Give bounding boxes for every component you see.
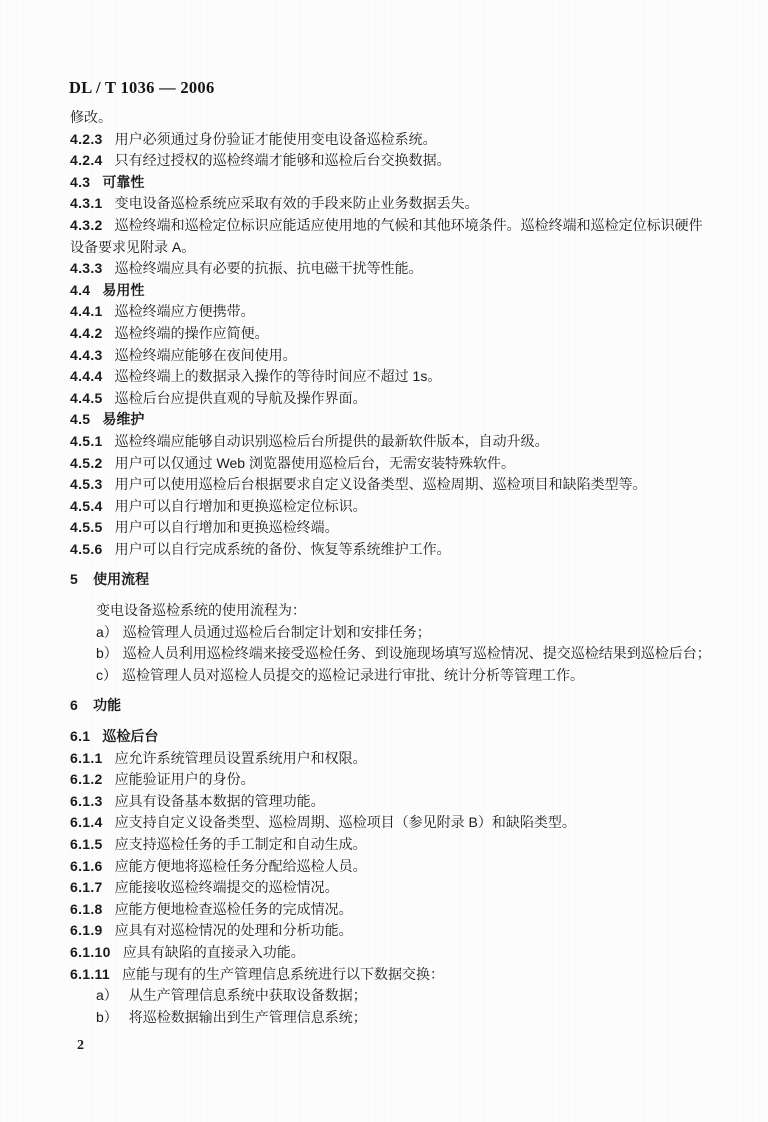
doc-line <box>70 172 714 194</box>
document-body <box>70 107 714 1028</box>
line-number: 6 <box>70 697 79 714</box>
line-number: 4.4.4 <box>70 368 103 385</box>
line-number: b） <box>96 1008 118 1025</box>
line-number: 4.4.3 <box>70 346 103 363</box>
line-number: 6.1.1 <box>70 749 103 766</box>
line-text: 巡检终端应能够在夜间使用。 <box>114 346 297 363</box>
doc-line <box>70 517 714 539</box>
line-text: 应具有设备基本数据的管理功能。 <box>114 792 325 809</box>
line-number: b） <box>96 645 118 662</box>
line-text: 用户可以仅通过 Web 浏览器使用巡检后台，无需安装特殊软件。 <box>114 454 515 471</box>
line-number: 4.5.1 <box>70 432 103 449</box>
doc-line <box>70 474 714 496</box>
doc-line <box>70 258 714 280</box>
doc-line <box>70 496 714 518</box>
line-number: 4.5.3 <box>70 476 103 493</box>
line-number: 4.3.3 <box>70 260 103 277</box>
line-number: 6.1.9 <box>70 922 103 939</box>
doc-line <box>70 280 714 302</box>
line-number: 6.1.5 <box>70 836 103 852</box>
doc-line <box>70 323 714 345</box>
doc-line <box>70 150 714 172</box>
line-number: 6.1.4 <box>70 814 103 831</box>
line-text: 应支持巡检任务的手工制定和自动生成。 <box>114 836 367 852</box>
doc-line <box>70 569 714 591</box>
line-number: 4.5.6 <box>70 540 103 557</box>
line-text: 巡检终端应具有必要的抗振、抗电磁干扰等性能。 <box>114 260 423 277</box>
line-text: 功能 <box>93 697 122 714</box>
line-text: 用户可以自行增加和更换巡检定位标识。 <box>114 497 367 514</box>
line-text: 巡检终端上的数据录入操作的等待时间应不超过 1s。 <box>114 368 442 385</box>
line-number: 4.3.1 <box>70 195 103 212</box>
line-text: 巡检终端的操作应简便。 <box>114 324 269 341</box>
line-text: 用户可以使用巡检后台根据要求自定义设备类型、巡检周期、巡检项目和缺陷类型等。 <box>114 476 647 493</box>
line-number: 4.4 <box>70 281 91 298</box>
doc-line <box>70 107 714 129</box>
doc-line <box>70 388 714 410</box>
standard-number: DL / T 1036 — 2006 <box>69 78 215 97</box>
doc-line <box>70 726 714 748</box>
line-text: 应能方便地检查巡检任务的完成情况。 <box>114 900 353 917</box>
line-text: 易维护 <box>102 411 145 428</box>
line-number: 5 <box>70 571 79 588</box>
line-text: 应具有对巡检情况的处理和分析功能。 <box>114 922 353 939</box>
line-text: 应能验证用户的身份。 <box>114 771 255 788</box>
line-number: c） <box>96 666 117 683</box>
line-number: 4.2.3 <box>70 130 103 147</box>
doc-line <box>70 622 714 644</box>
line-number: 4.3.2 <box>70 216 103 233</box>
line-number: 4.5.4 <box>70 497 103 514</box>
line-number: 4.4.1 <box>70 303 103 320</box>
line-number: 6.1.10 <box>70 943 111 960</box>
doc-line <box>70 834 714 856</box>
doc-line <box>70 431 714 453</box>
doc-line <box>70 812 714 834</box>
line-text: 巡检后台 <box>102 728 159 745</box>
line-text: 用户可以自行完成系统的备份、恢复等系统维护工作。 <box>114 540 451 557</box>
line-number: 4.5 <box>70 411 91 428</box>
line-text: 应能接收巡检终端提交的巡检情况。 <box>114 879 339 896</box>
line-text: 使用流程 <box>93 571 150 588</box>
line-text: 用户必须通过身份验证才能使用变电设备巡检系统。 <box>114 130 437 147</box>
doc-line <box>70 856 714 878</box>
line-text: 只有经过授权的巡检终端才能够和巡检后台交换数据。 <box>114 152 451 169</box>
doc-line <box>70 409 714 431</box>
line-text: 变电设备巡检系统应采取有效的手段来防止业务数据丢失。 <box>114 195 479 212</box>
line-text: 变电设备巡检系统的使用流程为： <box>96 602 306 619</box>
line-text: 应能方便地将巡检任务分配给巡检人员。 <box>114 857 367 874</box>
line-text: 巡检终端和巡检定位标识应能适应使用地的气候和其他环境条件。巡检终端和巡检定位标识硬件设备要求见附录 A。 <box>70 216 703 255</box>
line-number: 6.1.6 <box>70 857 103 874</box>
doc-line <box>70 539 714 561</box>
doc-line <box>70 643 714 665</box>
line-text: 应支持自定义设备类型、巡检周期、巡检项目（参见附录 B）和缺陷类型。 <box>114 814 576 831</box>
line-text: 修改。 <box>70 109 112 125</box>
doc-line <box>70 695 714 717</box>
doc-line <box>70 301 714 323</box>
line-number: a） <box>96 623 118 640</box>
doc-line <box>70 877 714 899</box>
doc-line <box>70 899 714 921</box>
line-number: 6.1 <box>70 728 91 745</box>
line-text: 从生产管理信息系统中获取设备数据； <box>128 987 367 1004</box>
line-text: 巡检终端应方便携带。 <box>114 303 255 320</box>
doc-line <box>70 920 714 942</box>
doc-line <box>70 665 714 687</box>
doc-line <box>70 600 714 622</box>
line-number: 6.1.11 <box>70 965 110 982</box>
line-text: 可靠性 <box>102 173 145 190</box>
line-text: 将巡检数据输出到生产管理信息系统； <box>128 1008 367 1025</box>
line-number: 4.3 <box>70 173 91 190</box>
line-text: 巡检管理人员对巡检人员提交的巡检记录进行审批、统计分析等管理工作。 <box>122 666 584 683</box>
line-text: 应具有缺陷的直接录入功能。 <box>122 943 305 960</box>
line-text: 应能与现有的生产管理信息系统进行以下数据交换： <box>121 965 444 982</box>
line-number: 6.1.2 <box>70 771 103 788</box>
doc-line <box>70 964 714 986</box>
doc-line <box>70 345 714 367</box>
doc-line <box>70 985 714 1007</box>
line-number: 6.1.3 <box>70 792 103 809</box>
line-text: 巡检人员利用巡检终端来接受巡检任务、到设施现场填写巡检情况、提交巡检结果到巡检后台； <box>122 645 711 662</box>
line-number: 4.5.5 <box>70 519 103 536</box>
page-number: 2 <box>77 1038 84 1053</box>
line-text: 用户可以自行增加和更换巡检终端。 <box>114 519 339 536</box>
doc-line <box>70 769 714 791</box>
doc-line <box>70 791 714 813</box>
doc-line <box>70 1007 714 1029</box>
doc-line <box>70 942 714 964</box>
line-text: 易用性 <box>102 281 145 298</box>
line-number: 4.2.4 <box>70 152 103 169</box>
line-number: 4.5.2 <box>70 454 103 471</box>
doc-line <box>70 129 714 151</box>
line-number: 4.4.2 <box>70 324 103 341</box>
line-number: 6.1.8 <box>70 900 103 917</box>
line-text: 巡检管理人员通过巡检后台制定计划和安排任务； <box>122 623 431 640</box>
doc-line <box>70 748 714 770</box>
line-number: a） <box>96 987 118 1004</box>
line-text: 巡检终端应能够自动识别巡检后台所提供的最新软件版本，自动升级。 <box>114 432 549 449</box>
doc-line <box>70 215 714 258</box>
doc-line <box>70 366 714 388</box>
line-number: 6.1.7 <box>70 879 103 896</box>
line-text: 应允许系统管理员设置系统用户和权限。 <box>114 749 367 766</box>
line-text: 巡检后台应提供直观的导航及操作界面。 <box>114 389 367 406</box>
line-number: 4.4.5 <box>70 389 103 406</box>
doc-line <box>70 453 714 475</box>
doc-line <box>70 193 714 215</box>
